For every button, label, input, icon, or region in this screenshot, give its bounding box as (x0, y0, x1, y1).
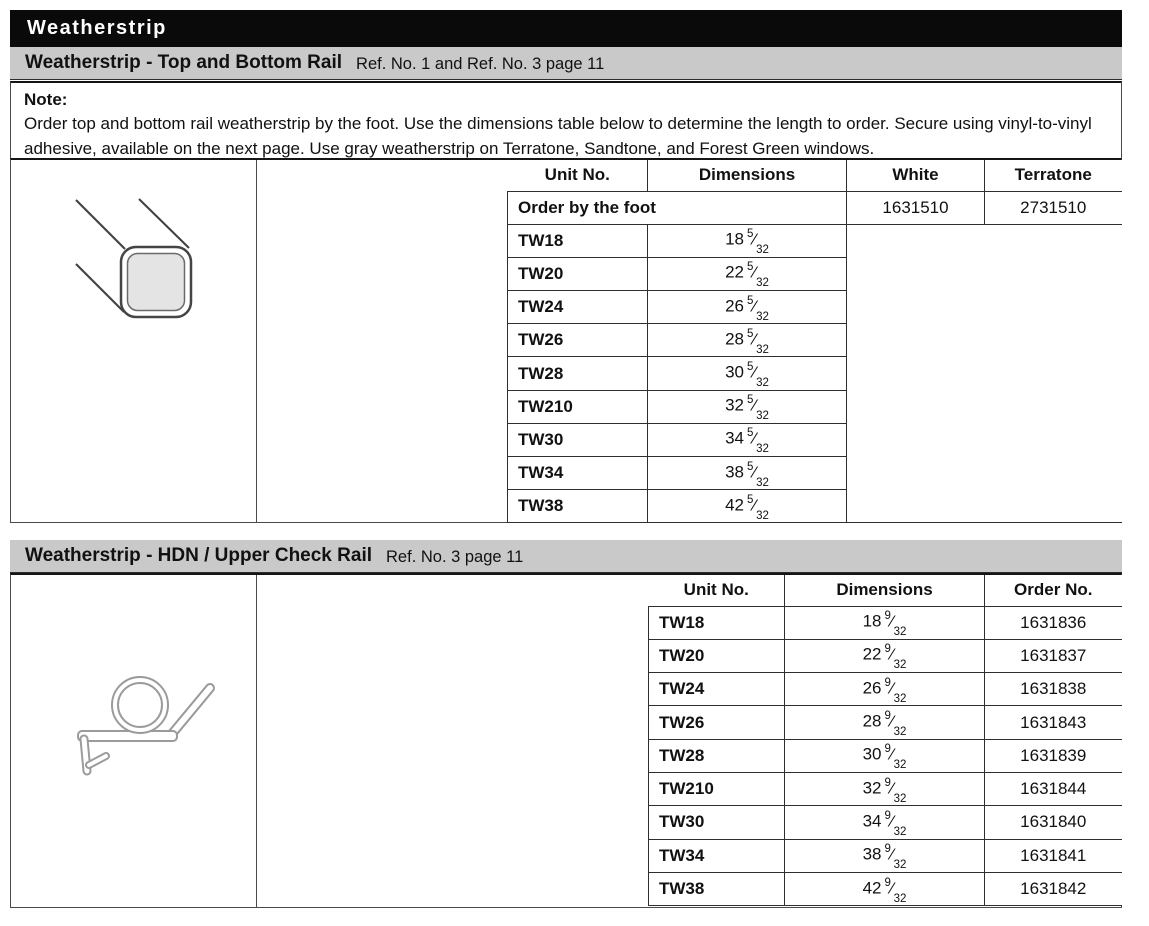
col-header-order: Order No. (985, 575, 1122, 606)
unit-cell: TW38 (649, 872, 785, 905)
order-number-cell: 1631840 (985, 806, 1122, 839)
order-number-cell: 1631838 (985, 673, 1122, 706)
dimension-cell: 38 $^9⁄_{32}$ (785, 839, 985, 872)
column-divider (256, 575, 257, 907)
column-divider (256, 160, 257, 522)
dimension-cell: 42 $^9⁄_{32}$ (785, 872, 985, 905)
unit-cell: TW18 (508, 224, 648, 257)
page-title-bar (10, 10, 1122, 47)
unit-cell: TW28 (649, 739, 785, 772)
section1-title: Weatherstrip - Top and Bottom Rail (25, 52, 343, 73)
order-by-foot-label: Order by the foot (508, 191, 847, 224)
dimension-cell: 26 $^9⁄_{32}$ (785, 673, 985, 706)
table-row (649, 639, 1122, 672)
col-header-dimensions: Dimensions (785, 575, 985, 606)
table-row (649, 673, 1122, 706)
section1-ref: Ref. No. 1 and Ref. No. 3 page 11 (356, 54, 605, 73)
col-header-terratone: Terratone (985, 160, 1122, 191)
order-number-cell: 1631836 (985, 606, 1122, 639)
col-header-white: White (847, 160, 985, 191)
top-bottom-rail-table (507, 160, 1122, 523)
table-row (649, 872, 1122, 905)
order-by-foot-row (508, 191, 1122, 224)
section2-header-bar (10, 540, 1122, 573)
dimension-cell: 32 $^9⁄_{32}$ (785, 772, 985, 805)
unit-cell: TW210 (508, 390, 648, 423)
unit-cell: TW24 (649, 673, 785, 706)
col-header-dimensions: Dimensions (648, 160, 847, 191)
order-number-cell: 1631839 (985, 739, 1122, 772)
rail-profile-drawing (11, 160, 256, 523)
dimension-cell: 34 $^5⁄_{32}$ (648, 423, 847, 456)
unit-cell: TW210 (649, 772, 785, 805)
section2-ref: Ref. No. 3 page 11 (386, 547, 524, 566)
order-number-cell: 1631843 (985, 706, 1122, 739)
unit-cell: TW26 (649, 706, 785, 739)
unit-cell: TW26 (508, 324, 648, 357)
section1-header-bar (10, 47, 1122, 80)
page-title: Weatherstrip (27, 17, 167, 39)
unit-cell: TW24 (508, 291, 648, 324)
unit-cell: TW30 (508, 423, 648, 456)
white-order-number: 1631510 (847, 191, 985, 224)
table-row (649, 806, 1122, 839)
order-number-cell: 1631844 (985, 772, 1122, 805)
table-row (649, 739, 1122, 772)
unit-cell: TW30 (649, 806, 785, 839)
unit-cell: TW34 (649, 839, 785, 872)
unit-cell: TW38 (508, 490, 648, 523)
dimension-cell: 28 $^5⁄_{32}$ (648, 324, 847, 357)
terratone-order-number: 2731510 (985, 191, 1122, 224)
dimension-cell: 18 $^9⁄_{32}$ (785, 606, 985, 639)
order-number-cell: 1631841 (985, 839, 1122, 872)
section2-body (10, 573, 1122, 908)
table-row (649, 706, 1122, 739)
table-row (649, 606, 1122, 639)
table-row (508, 224, 1122, 257)
dimension-cell: 22 $^9⁄_{32}$ (785, 639, 985, 672)
empty-cell (847, 224, 1122, 523)
note-box (10, 81, 1122, 158)
dimension-cell: 18 $^5⁄_{32}$ (648, 224, 847, 257)
section2-title: Weatherstrip - HDN / Upper Check Rail (25, 545, 373, 566)
note-text: Order top and bottom rail weatherstrip by the foot. Use the dimensions table below to determine the length to order. Secure using vinyl-to-vinyl adhesive, available on the next page. Use gray weatherstrip on Terratone, Sandtone, and Forest Green windows. (24, 114, 1092, 158)
unit-cell: TW18 (649, 606, 785, 639)
note-label: Note: (24, 90, 68, 109)
dimension-cell: 42 $^5⁄_{32}$ (648, 490, 847, 523)
unit-cell: TW20 (508, 257, 648, 290)
dimension-cell: 34 $^9⁄_{32}$ (785, 806, 985, 839)
col-header-unit: Unit No. (508, 160, 648, 191)
dimension-cell: 28 $^9⁄_{32}$ (785, 706, 985, 739)
order-number-cell: 1631837 (985, 639, 1122, 672)
unit-cell: TW34 (508, 457, 648, 490)
hdn-check-rail-table (648, 575, 1122, 906)
dimension-cell: 26 $^5⁄_{32}$ (648, 291, 847, 324)
hdn-profile-drawing (11, 575, 256, 908)
unit-cell: TW28 (508, 357, 648, 390)
dimension-cell: 30 $^5⁄_{32}$ (648, 357, 847, 390)
table-row (649, 839, 1122, 872)
dimension-cell: 30 $^9⁄_{32}$ (785, 739, 985, 772)
table-row (649, 772, 1122, 805)
table-header-row (508, 160, 1122, 191)
dimension-cell: 38 $^5⁄_{32}$ (648, 457, 847, 490)
table-header-row (649, 575, 1122, 606)
order-number-cell: 1631842 (985, 872, 1122, 905)
col-header-unit: Unit No. (649, 575, 785, 606)
dimension-cell: 22 $^5⁄_{32}$ (648, 257, 847, 290)
section1-body (10, 158, 1122, 523)
unit-cell: TW20 (649, 639, 785, 672)
dimension-cell: 32 $^5⁄_{32}$ (648, 390, 847, 423)
